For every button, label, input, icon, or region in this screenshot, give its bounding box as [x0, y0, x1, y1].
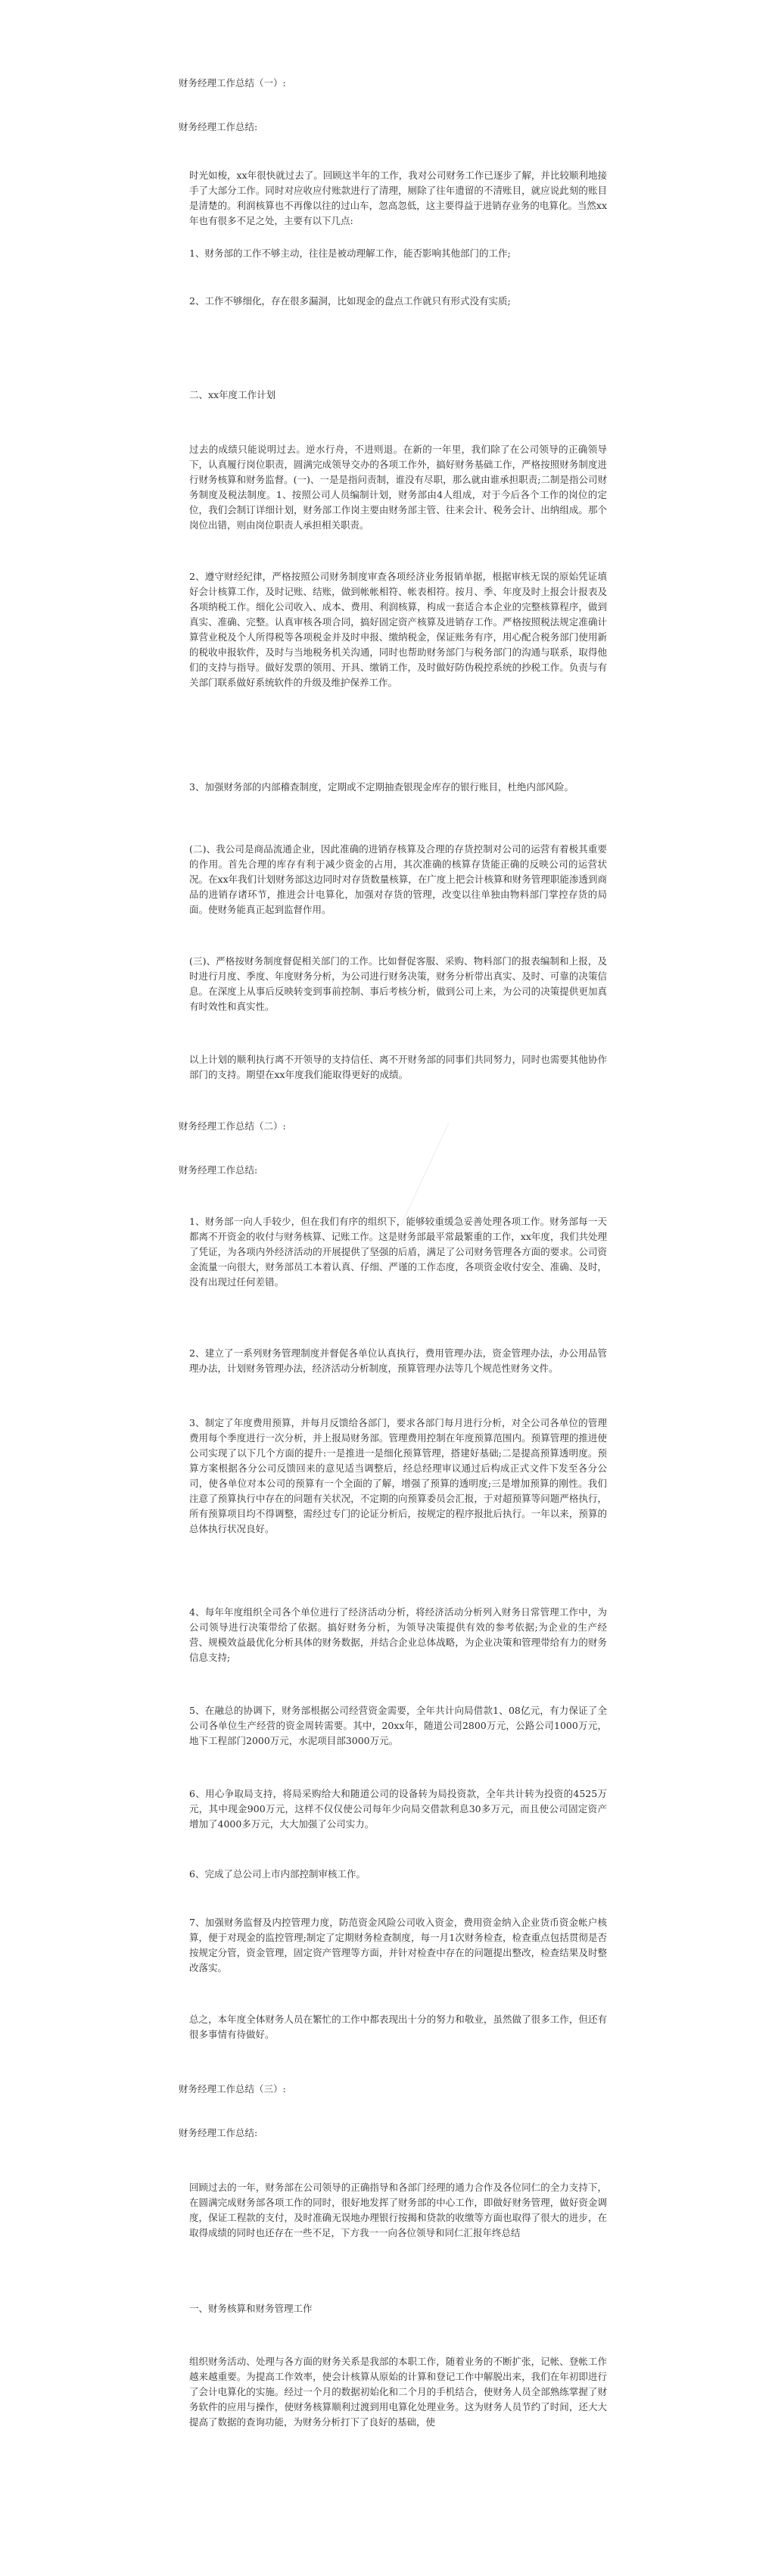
document-page	[168, 0, 607, 2576]
paragraph: (三)、严格按财务制度督促相关部门的工作。比如督促客服、采购、物料部门的报表编制和上报，及时进行月度、季度、年度财务分析，为公司进行财务决策，财务分析带出真实、及时、可靠的决策信息。在深度上从事后反映转变到事前控制、事后考核分析，做到公司上来，为公司的决策提供更加真有时效性和真实性。	[189, 955, 607, 1012]
paragraph: 以上计划的顺利执行离不开领导的支持信任、离不开财务部的同事们共同努力，同时也需要其他协作部门的支持。期望在xx年度我们能取得更好的成绩。	[189, 1054, 607, 1080]
paragraph: 2、遵守财经纪律，严格按照公司财务制度审查各项经济业务报销单据，根据审核无误的原始凭证填好会计核算工作，及时记账、结账，做到帐帐相符、帐表相符。按月、季、年度及时上报会计报表及各项纳税工作。细化公司收入、成本、费用、利润核算，构成一套适合本企业的完整核算程序，做到真实、准确、完整。认真审核各项合同，搞好固定资产核算及进销存工作。严格按照税法规定准确计算营业税及个人所得税等各项税金并及时申报、缴纳税金，保证账务有序，用心配合税务部门使用新的税收申报软件，及时与当地税务机关沟通，同时也帮助财务部门与税务部门的沟通与联系，取得他们的支持与指导。做好发票的领用、开具、缴销工作，及时做好防伪税控系统的抄税工作。负责与有关部门联系做好系统软件的升级及维护保养工作。	[189, 571, 607, 688]
sub-heading: 财务经理工作总结:	[179, 2127, 258, 2138]
section-heading-2: 财务经理工作总结（二）:	[179, 1120, 286, 1132]
paragraph: 5、在融总的协调下，财务部根据公司经营资金需要，全年共计向局借款1、08亿元，有力保证了全公司各单位生产经营的资金周转需要。其中，20xx年，随道公司2800万元，公路公司1000万元，地下工程部门2000万元，水泥项目部3000万元。	[189, 1705, 607, 1746]
sub-heading: 财务经理工作总结:	[179, 121, 258, 132]
paragraph: 4、每年年度组织全司各个单位进行了经济活动分析，将经济活动分析列入财务日常管理工作中，为公司领导进行决策带给了依据。搞好财务分析，为领导决策提供有效的参考依据;为企业的生产经营、规模效益最优化分析具体的财务数据，并结合企业总体战略，为企业决策和管理带给有力的财务信息支持;	[189, 1606, 607, 1663]
paragraph: 6、完成了总公司上市内部控制审核工作。	[189, 1868, 366, 1880]
paragraph: 时光如梭，xx年很快就过去了。回顾这半年的工作，我对公司财务工作已逐步了解，并比较顺利地接手了大部分工作。同时对应收应付账款进行了清理，厕除了往年遗留的不清账目，就应说此刻的账目是清楚的。利润核算也不再像以往的过山车，忽高忽低，这主要得益于进销存业务的电算化。当然xx年也有很多不足之处，主要有以下几点:	[189, 170, 607, 226]
paragraph: 过去的成绩只能说明过去。逆水行舟，不进则退。在新的一年里，我们除了在公司领导的正确领导下，认真履行岗位职责，圆满完成领导交办的各项工作外，搞好财务基础工作，严格按照财务制度进行财务核算和财务监督。(一)、一是是指问责制，谁没有尽职，那么就由谁承担职责;二制是指公司财务制度及税法制度。1、按照公司人员编制计划，财务部由4人组成，对于今后各个工作的岗位的定位，我们会制订详细计划，财务部工作岗主要由财务部主管、往来会计、税务会计、出纳组成。那个岗位出错，则由岗位职责人承担相关职责。	[189, 444, 607, 531]
paragraph: 7、加强财务监督及内控管理力度，防范资金风险公司收入资金，费用资金纳入企业货币资金帐户核算，便于对现金的监控管理;制定了定期财务检查制度，每一月1次财务检查，检查重点包括贯彻是否按规定分管，资金管理，固定资产管理等方面，并针对检查中存在的问题提出整改，检查结果及时整改落实。	[189, 1917, 607, 1973]
paragraph: 组织财务活动、处理与各方面的财务关系是我部的本职工作，随着业务的不断扩张，记帐、登帐工作越来越重要。为提高工作效率，使会计核算从原始的计算和登记工作中解脱出来，我们在年初即进行了会计电算化的实施。经过一个月的数据初始化和二个月的手机结合，使财务人员全部熟练掌握了财务软件的应用与操作，使财务核算顺利过渡到用电算化处理业务。这为财务人员节约了时间，还大大提高了数据的查询功能，为财务分析打下了良好的基础，使	[189, 2356, 607, 2428]
paragraph: 6、用心争取局支持，将局采购给大和随道公司的设备转为局投资款，全年共计转为投资的4525万元，其中现金900万元，这样不仅仅使公司每年少向局交借款利息30多万元，而且使公司固定资产增加了4000多万元，大大加强了公司实力。	[189, 1788, 607, 1830]
paragraph: 1、财务部一向人手较少，但在我们有序的组织下，能够较重缓急妥善处理各项工作。财务部每一天都离不开资金的收付与财务核算、记账工作。这是财务部最平常最繁重的工作，xx年度，我们共处理了凭证，为各项内外经济活动的开展提供了坚强的后盾，满足了公司财务管理各方面的要求。公司资金流量一向很大，财务部员工本着认真、仔细、严谨的工作态度，各项资金收付安全、准确、及时，没有出现过任何差错。	[189, 1216, 607, 1288]
section-heading-1: 财务经理工作总结（一）:	[179, 77, 286, 89]
paragraph: 总之，本年度全体财务人员在繁忙的工作中都表现出十分的努力和敬业，虽然做了很多工作，但还有很多事情有待做好。	[189, 2014, 607, 2040]
paragraph: 3、制定了年度费用预算，并每月反馈给各部门，要求各部门每月进行分析，对全公司各单位的管理费用每个季度进行一次分析，并上报局财务部。管理费用控制在年度预算范围内。预算管理的推进使公司实现了以下几个方面的提升:一是推进一是细化预算管理，搭建好基础;二是提高预算透明度。预算方案根据各分公司反馈回来的意见适当调整后，经总经理审议通过后构成正式文件下发至各分公司，使各单位对本公司的预算有一个全面的了解，增强了预算的透明度;三是增加预算的刚性。我们注意了预算执行中存在的问题有关状况，不定期的向预算委员会汇报，于对超预算等问题严格执行，所有预算项目均不得调整，需经过专门的论证分析后，按规定的程序报批后执行。一年以来，预算的总体执行状况良好。	[189, 1417, 607, 1534]
section-subheading: 一、财务核算和财务管理工作	[189, 2303, 313, 2314]
paragraph: 3、加强财务部的内部稽查制度，定期或不定期抽查银现金库存的银行账目，杜绝内部风险。	[189, 781, 574, 793]
paragraph: 回顾过去的一年，财务部在公司领导的正确指导和各部门经理的通力合作及各位同仁的全力支持下，在圆满完成财务部各项工作的同时，很好地发挥了财务部的中心工作，即做好财务管理，做好资金调度，保证工程款的支付，及时准确无误地办理银行按揭和贷款的收缴等方面也取得了很大的进步，在取得成绩的同时也还存在一些不足，下方我一一向各位领导和同仁汇报年终总结	[189, 2182, 607, 2238]
paragraph: 1、财务部的工作不够主动，往往是被动理解工作，能否影响其他部门的工作;	[189, 248, 511, 259]
plan-heading: 二、xx年度工作计划	[189, 389, 276, 400]
paragraph: 2、建立了一系列财务管理制度并督促各单位认真执行，费用管理办法，资金管理办法，办公用品管理办法，计划财务管理办法，经济活动分析制度，预算管理办法等几个规范性财务文件。	[189, 1347, 607, 1374]
paragraph: 2、工作不够细化，存在很多漏洞，比如现金的盘点工作就只有形式没有实质;	[189, 295, 511, 307]
paragraph: (二)、我公司是商品流通企业，因此准确的进销存核算及合理的存货控制对公司的运营有着极其重要的作用。首先合理的库存有利于减少资金的占用，其次准确的核算存货能正确的反映公司的运营状况。在xx年我们计划财务部这边同时对存货数量核算，在广度上把会计核算和财务管理职能渗透到商品的进销存诸环节，推进会计电算化，加强对存货的管理，改变以往单独由物料部门掌控存货的局面。使财务能真正起到监督作用。	[189, 843, 607, 915]
section-heading-3: 财务经理工作总结（三）:	[179, 2083, 286, 2095]
sub-heading: 财务经理工作总结:	[179, 1164, 258, 1176]
